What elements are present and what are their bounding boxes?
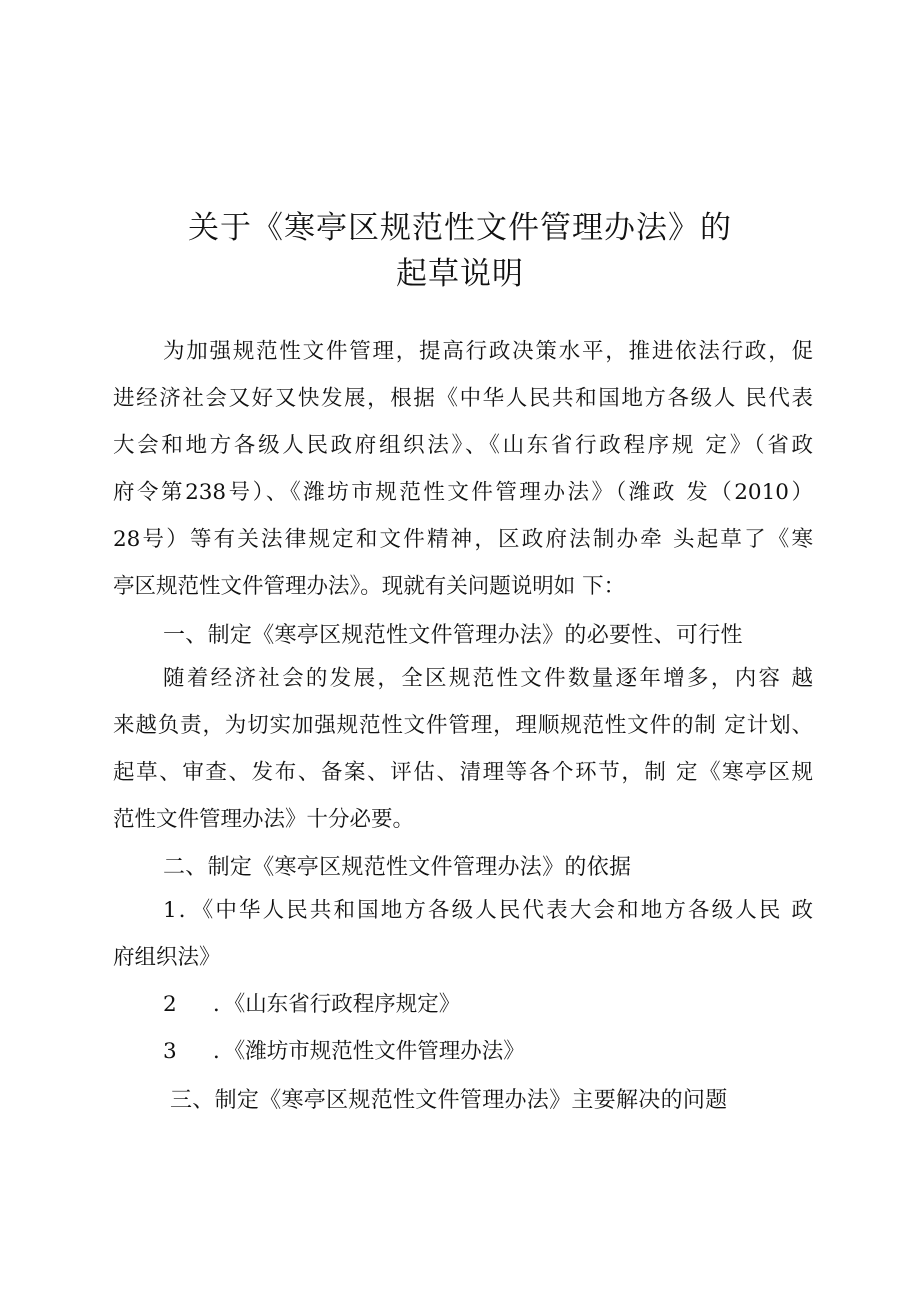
section-2-heading: 二、制定《寒亭区规范性文件管理办法》的依据 — [163, 855, 632, 880]
section-1-heading: 一、制定《寒亭区规范性文件管理办法》的必要性、可行性 — [163, 623, 743, 648]
document-title-line-2: 起草说明 — [396, 256, 524, 292]
intro-line-4: 府令第238号）、《潍坊市规范性文件管理办法》（潍政 发（2010） — [113, 480, 813, 505]
basis-item-3-text: ．《潍坊市规范性文件管理办法》 — [213, 1039, 525, 1064]
basis-item-2-number: 2 — [163, 992, 177, 1017]
basis-item-1-line-1: 1．《中华人民共和国地方各级人民代表大会和地方各级人民 政 — [163, 898, 813, 923]
intro-line-1: 为加强规范性文件管理，提高行政决策水平，推进依法行政，促 — [163, 339, 813, 364]
section-1-line-4: 范性文件管理办法》十分必要。 — [113, 807, 415, 832]
section-1-line-3: 起草、审查、发布、备案、评估、清理等各个环节，制 定《寒亭区规 — [113, 760, 813, 785]
document-title-line-1: 关于《寒亭区规范性文件管理办法》的 — [188, 210, 732, 246]
section-3-heading: 三、制定《寒亭区规范性文件管理办法》主要解决的问题 — [170, 1088, 728, 1113]
basis-item-2-text: ．《山东省行政程序规定》 — [213, 992, 461, 1017]
basis-item-3-number: 3 — [163, 1039, 177, 1064]
intro-line-6: 亭区规范性文件管理办法》。现就有关问题说明如 下： — [113, 574, 626, 599]
intro-line-5: 28号）等有关法律规定和文件精神，区政府法制办牵 头起草了《寒 — [113, 527, 813, 552]
section-1-line-2: 来越负责，为切实加强规范性文件管理，理顺规范性文件的制 定计划、 — [113, 713, 813, 738]
intro-line-2: 进经济社会又好又快发展，根据《中华人民共和国地方各级人 民代表 — [113, 386, 813, 411]
basis-item-1-line-2: 府组织法》 — [113, 945, 221, 970]
section-1-line-1: 随着经济社会的发展，全区规范性文件数量逐年增多，内容 越 — [163, 666, 813, 691]
intro-line-3: 大会和地方各级人民政府组织法》、《山东省行政程序规 定》（省政 — [113, 433, 813, 458]
